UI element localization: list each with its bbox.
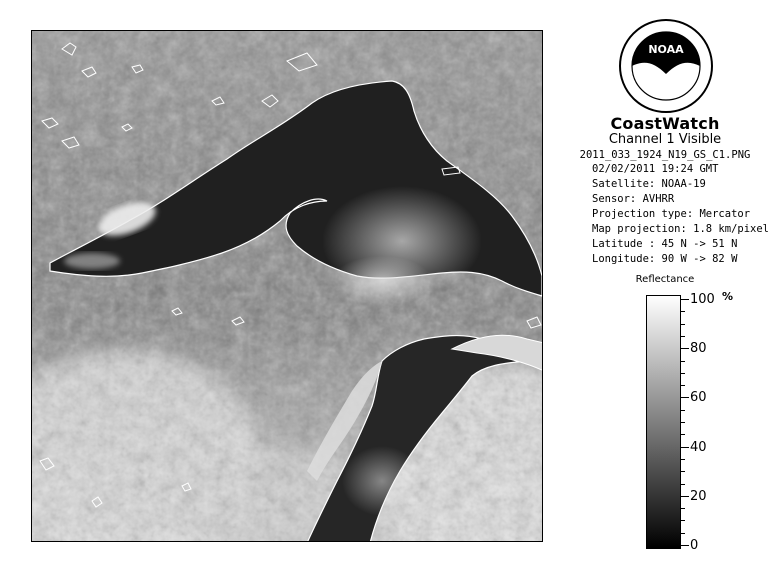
colorbar-tick-label: 0 [690,538,699,553]
colorbar-minor-tick [681,324,685,325]
legend-unit: % [722,290,734,303]
colorbar-minor-tick [681,508,685,509]
longitude: Longitude: 90 W -> 82 W [592,253,738,265]
sensor: Sensor: AVHRR [592,193,675,205]
brand-title: CoastWatch [610,114,720,133]
datetime: 02/02/2011 19:24 GMT [592,163,719,175]
colorbar-minor-tick [681,459,685,460]
colorbar-minor-tick [681,410,685,411]
satellite: Satellite: NOAA-19 [592,178,706,190]
colorbar-minor-tick [681,373,685,374]
colorbar-minor-tick [681,311,685,312]
colorbar-tick [681,545,689,546]
colorbar-minor-tick [681,422,685,423]
colorbar-minor-tick [681,361,685,362]
map-projection: Map projection: 1.8 km/pixel [592,223,770,235]
logo-text: NOAA [648,43,684,56]
colorbar-tick [681,348,689,349]
colorbar-tick [681,299,689,300]
projection-type: Projection type: Mercator [592,208,751,220]
colorbar-minor-tick [681,385,685,386]
colorbar-minor-tick [681,484,685,485]
colorbar-minor-tick [681,434,685,435]
noaa-logo [618,18,714,114]
colorbar-minor-tick [681,471,685,472]
colorbar-tick-label: 40 [690,439,707,455]
colorbar-tick [681,447,689,448]
satellite-image [31,30,543,542]
ice-west-shore [64,253,120,269]
colorbar-minor-tick [681,520,685,521]
colorbar-tick [681,397,689,398]
colorbar-tick-label: 60 [690,390,707,406]
channel-subtitle: Channel 1 Visible [608,132,722,147]
cloud-streaks-southeast [332,256,432,306]
cloud-streaks-michigan [342,446,422,516]
land-texture-fine [32,31,543,542]
colorbar-tick-label: 80 [690,341,707,357]
colorbar-tick [681,496,689,497]
colorbar-minor-tick [681,336,685,337]
colorbar-tick-label: 20 [690,488,707,504]
satellite-map [32,31,543,542]
colorbar-tick-label: 100 [690,292,715,307]
colorbar-minor-tick [681,533,685,534]
legend-title: Reflectance [635,274,695,285]
latitude: Latitude : 45 N -> 51 N [592,238,738,250]
reflectance-colorbar [646,295,681,549]
filename: 2011_033_1924_N19_GS_C1.PNG [579,149,751,161]
